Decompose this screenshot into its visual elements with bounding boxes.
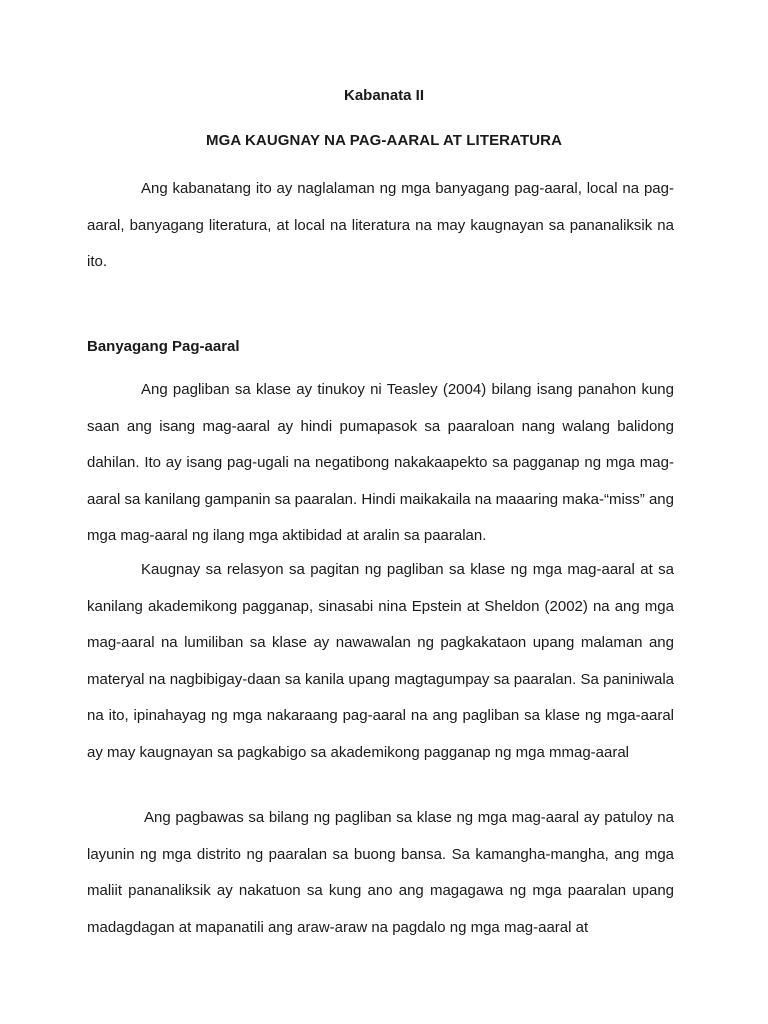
body-paragraph: Ang pagliban sa klase ay tinukoy ni Teasley (2004) bilang isang panahon kung saan ang isang mag-aaral ay hindi pumapasok sa paaraloan nang walang balidong dahilan. Ito ay isang pag-ugali na negatibong nakakaapekto sa pagganap ng mga mag-aaral sa kanilang gampanin sa paaralan. Hindi maikakaila na maaaring maka-“miss” ang mga mag-aaral ng ilang mga aktibidad at aralin sa paaralan. xyxy=(87,381,674,545)
section-heading: Banyagang Pag-aaral xyxy=(87,338,240,355)
intro-paragraph: Ang kabanatang ito ay naglalaman ng mga banyagang pag-aaral, local na pag-aaral, banyagang literatura, at local na literatura na may kaugnayan sa pananaliksik na ito. xyxy=(87,180,674,271)
chapter-label: Kabanata II xyxy=(343,87,425,104)
chapter-title: MGA KAUGNAY NA PAG-AARAL AT LITERATURA xyxy=(205,132,562,149)
body-paragraph: Kaugnay sa relasyon sa pagitan ng pagliban sa klase ng mga mag-aaral at sa kanilang akademikong pagganap, sinasabi nina Epstein at Sheldon (2002) na ang mga mag-aaral na lumiliban sa klase ay nawawalan ng pagkakataon upang malaman ang materyal na nagbibigay-daan sa kanila upang magtagumpay sa paaralan. Sa paniniwala na ito, ipinahayag ng mga nakaraang pag-aaral na ang pagliban sa klase ng mga-aaral ay may kaugnayan sa pagkabigo sa akademikong pagganap ng mga mmag-aaral xyxy=(87,561,674,761)
body-paragraph: Ang pagbawas sa bilang ng pagliban sa klase ng mga mag-aaral ay patuloy na layunin ng mga distrito ng paaralan sa buong bansa. Sa kamangha-mangha, ang mga maliit pananaliksik ay nakatuon sa kung ano ang magagawa ng mga paaralan upang madagdagan at mapanatili ang araw-araw na pagdalo ng mga mag-aaral at xyxy=(87,809,674,936)
